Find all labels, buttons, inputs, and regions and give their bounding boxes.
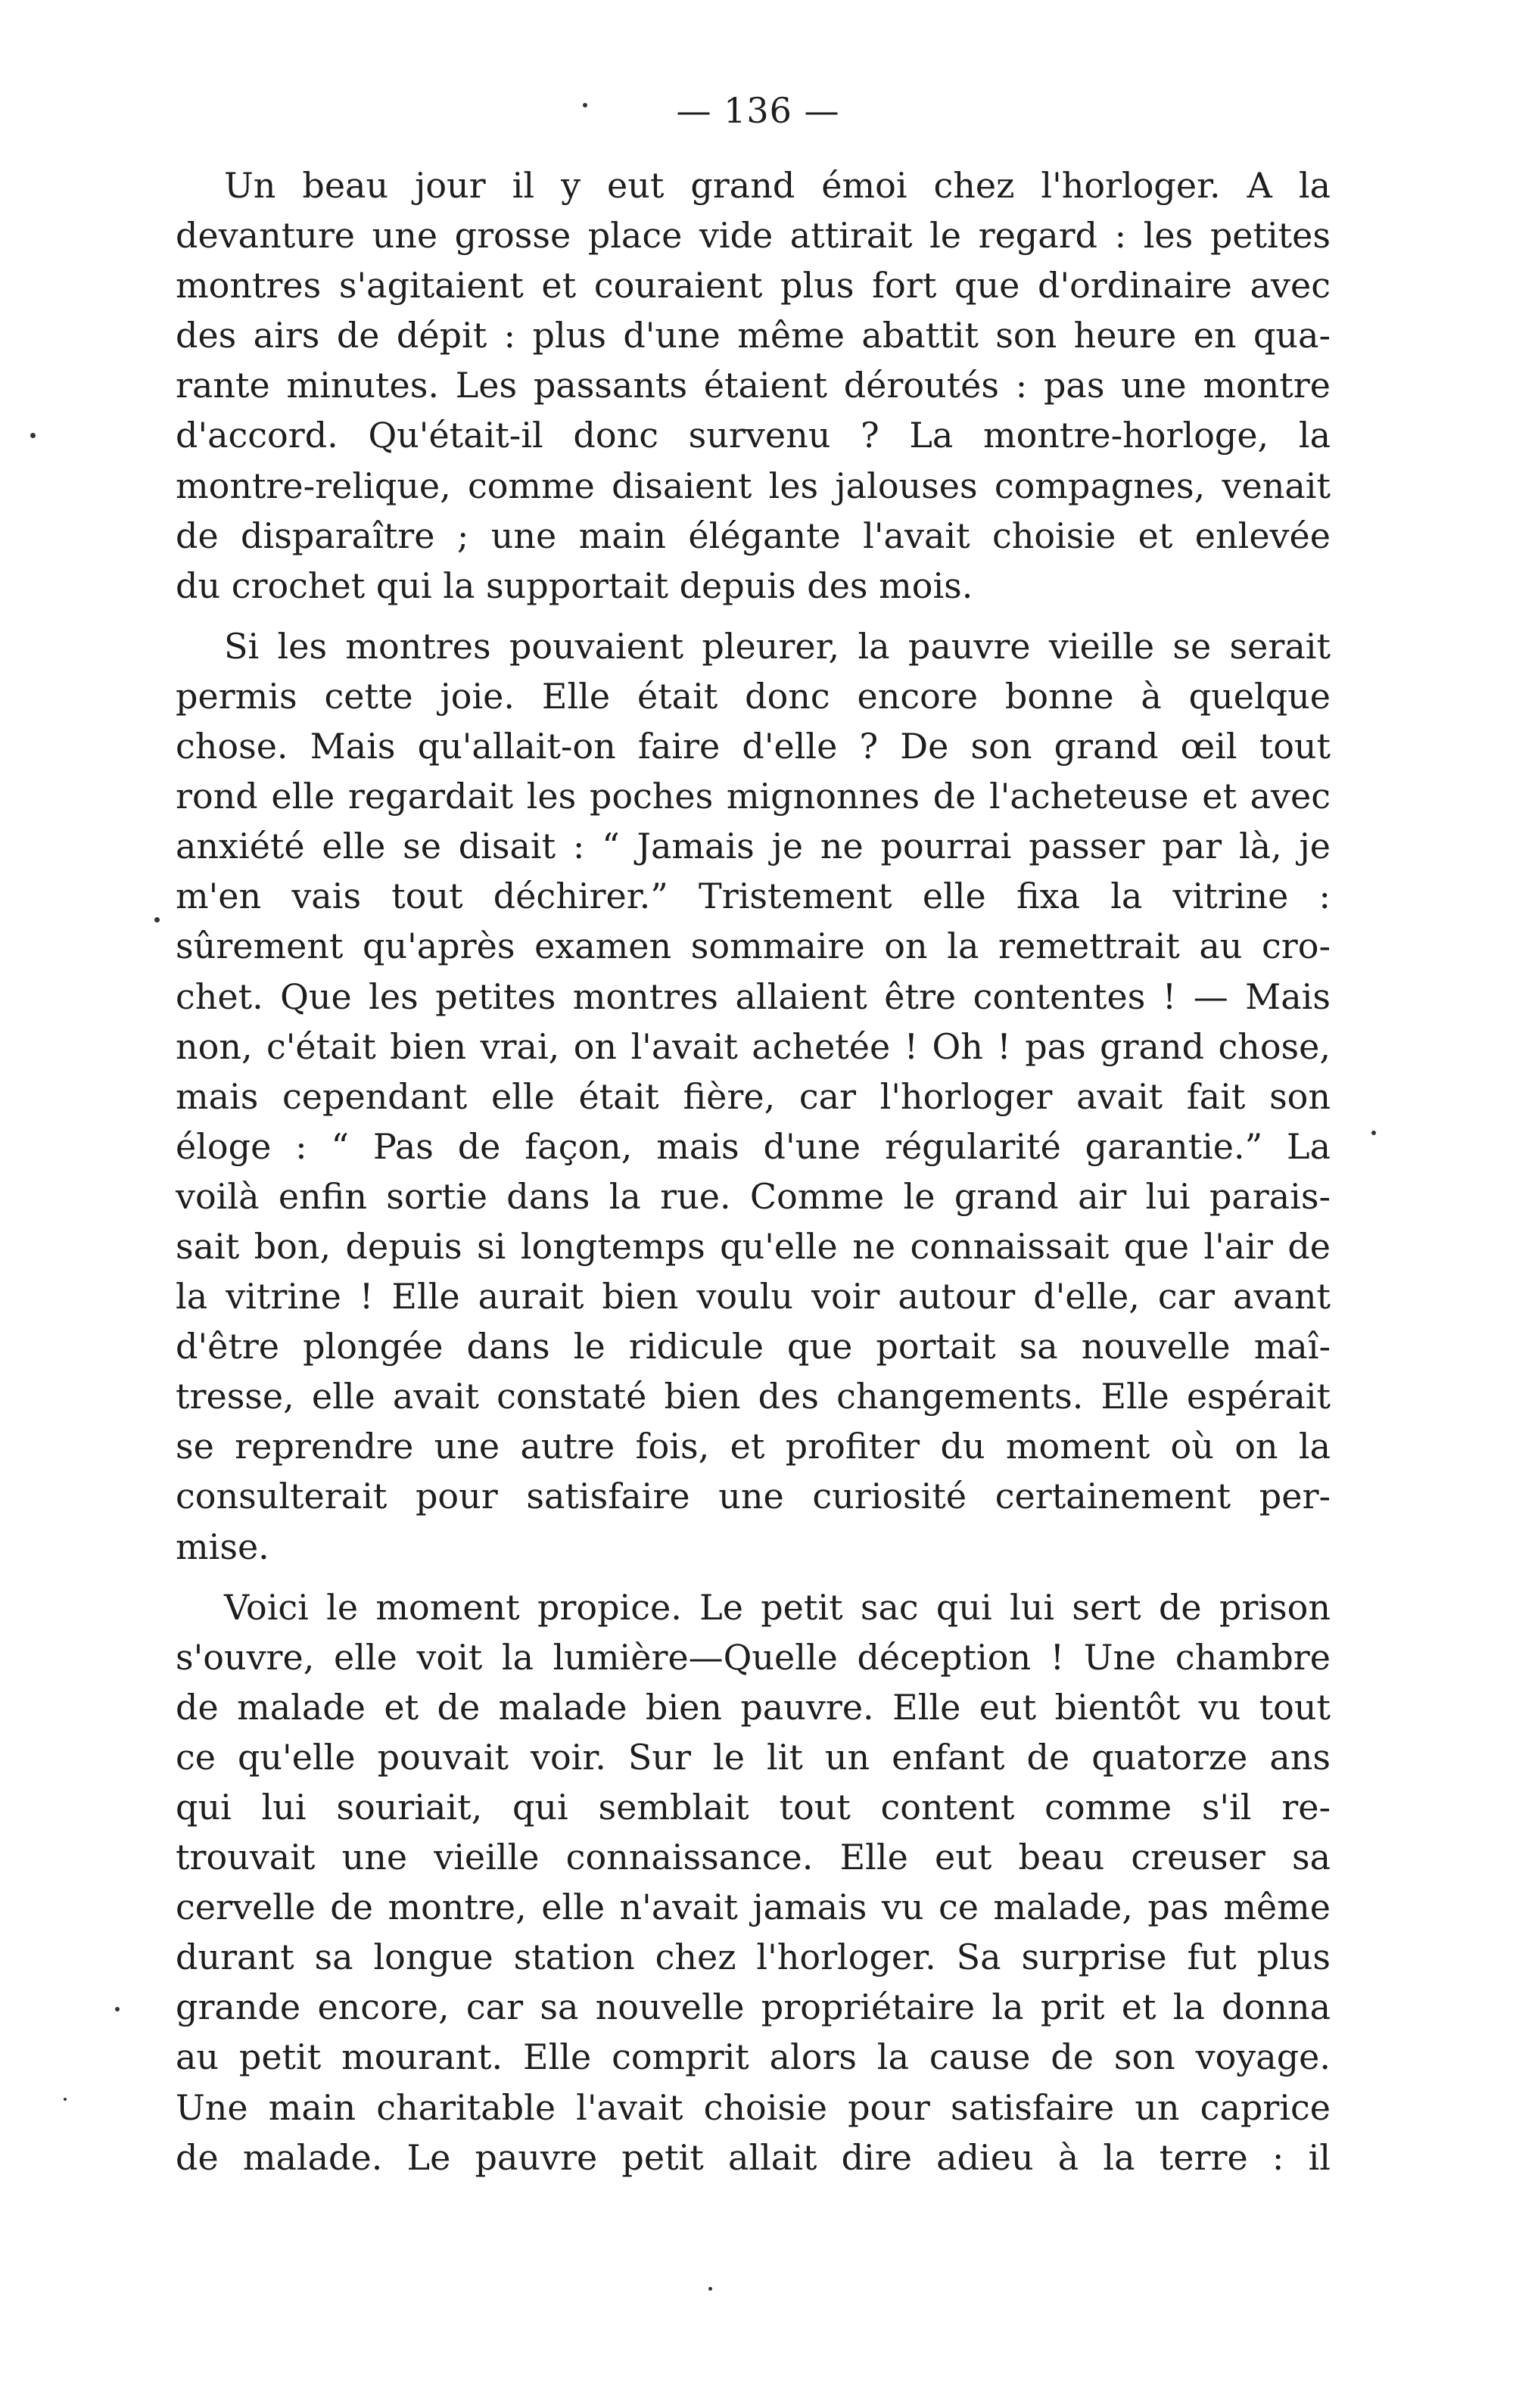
text-line: chet. Que les petites montres allaient être contentes ! — Mais [176,975,1331,1017]
scan-speck [1371,1131,1376,1135]
text-line: d'être plongée dans le ridicule que portait sa nouvelle maî- [176,1326,1331,1367]
text-line: montre-relique, comme disaient les jalouses compagnes, venait [176,465,1331,506]
text-line: anxiété elle se disait : “ Jamais je ne pourrai passer par là, je [176,826,1331,867]
text-line: consulterait pour satisfaire une curiosité certainement per- [176,1476,1331,1517]
body-text [176,160,1331,2182]
scan-speck [30,433,36,438]
text-line: Une main charitable l'avait choisie pour satisfaire un caprice [176,2086,1331,2128]
text-line: voilà enfin sortie dans la rue. Comme le grand air lui parais- [176,1175,1331,1217]
scan-speck [583,103,587,107]
text-line: non, c'était bien vrai, on l'avait achetée ! Oh ! pas grand chose, [176,1025,1331,1067]
text-line: rante minutes. Les passants étaient déroutés : pas une montre [176,365,1331,406]
text-line: sait bon, depuis si longtemps qu'elle ne connaissait que l'air de [176,1225,1331,1267]
scan-speck [154,917,160,922]
text-line: mise. [176,1526,269,1567]
scan-speck [708,2287,712,2291]
text-line: Si les montres pouvaient pleurer, la pauvre vieille se serait [224,625,1331,667]
scan-speck [115,2007,120,2011]
text-line: du crochet qui la supportait depuis des mois. [176,565,973,606]
text-line: tresse, elle avait constaté bien des changements. Elle espérait [176,1376,1331,1417]
text-line: durant sa longue station chez l'horloger. Sa surprise fut plus [176,1937,1331,1978]
text-line: devanture une grosse place vide attirait le regard : les petites [176,215,1331,257]
text-line: permis cette joie. Elle était donc encore bonne à quelque [176,675,1331,717]
text-line: des airs de dépit : plus d'une même abattit son heure en qua- [176,315,1331,356]
text-line: trouvait une vieille connaissance. Elle eut beau creuser sa [176,1837,1331,1878]
text-line: cervelle de montre, elle n'avait jamais vu ce malade, pas même [176,1887,1331,1928]
text-line: grande encore, car sa nouvelle propriétaire la prit et la donna [176,1986,1331,2028]
text-line: s'ouvre, elle voit la lumière—Quelle déception ! Une chambre [176,1636,1331,1678]
text-line: se reprendre une autre fois, et profiter du moment où on la [176,1426,1331,1467]
text-line: ce qu'elle pouvait voir. Sur le lit un enfant de quatorze ans [176,1736,1331,1778]
text-line: au petit mourant. Elle comprit alors la cause de son voyage. [176,2036,1331,2078]
paragraph-2 [176,621,1331,1572]
text-line: de malade. Le pauvre petit allait dire adieu à la terre : il [176,2136,1331,2178]
text-line: rond elle regardait les poches mignonnes de l'acheteuse et avec [176,776,1331,817]
page-number: — 136 — [676,90,840,131]
text-line: de disparaître ; une main élégante l'avait choisie et enlevée [176,515,1331,556]
text-line: la vitrine ! Elle aurait bien voulu voir autour d'elle, car avant [176,1276,1331,1318]
text-line: Un beau jour il y eut grand émoi chez l'horloger. A la [224,165,1331,206]
text-line: d'accord. Qu'était-il donc survenu ? La montre-horloge, la [176,415,1331,456]
text-line: éloge : “ Pas de façon, mais d'une régularité garantie.” La [176,1125,1331,1167]
text-line: montres s'agitaient et couraient plus fort que d'ordinaire avec [176,265,1331,306]
text-line: qui lui souriait, qui semblait tout content comme s'il re- [176,1787,1331,1828]
text-line: chose. Mais qu'allait-on faire d'elle ? De son grand œil tout [176,726,1331,767]
text-line: Voici le moment propice. Le petit sac qui lui sert de prison [224,1586,1331,1628]
text-line: mais cependant elle était fière, car l'horloger avait fait son [176,1075,1331,1117]
paragraph-3 [176,1582,1331,2182]
text-line: de malade et de malade bien pauvre. Elle eut bientôt vu tout [176,1686,1331,1728]
scan-speck [64,2098,67,2101]
text-line: m'en vais tout déchirer.” Tristement elle fixa la vitrine : [176,876,1331,917]
paragraph-1 [176,160,1331,611]
text-line: sûrement qu'après examen sommaire on la remettrait au cro- [176,926,1331,967]
